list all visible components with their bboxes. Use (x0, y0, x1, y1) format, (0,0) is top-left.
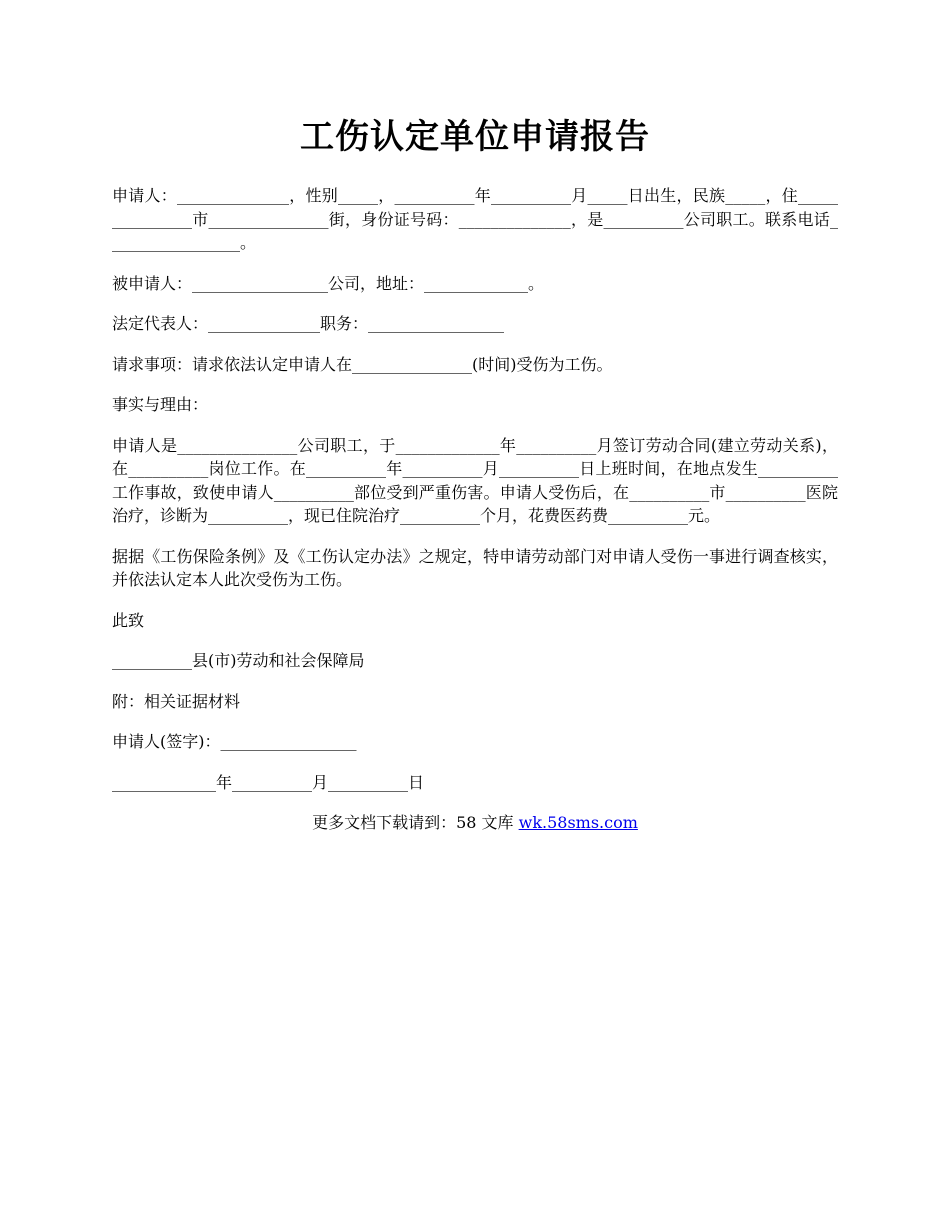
recipient-line: __________县(市)劳动和社会保障局 (112, 651, 365, 670)
signature-line: 申请人(签字)：_________________ (112, 732, 357, 751)
download-footer (112, 811, 838, 835)
legal-representative-paragraph: 法定代表人：______________职务：_________________ (112, 314, 505, 333)
basis-paragraph: 据据《工伤保险条例》及《工伤认定办法》之规定，特申请劳动部门对申请人受伤一事进行调查核实，并依法认定本人此次受伤为工伤。 (112, 546, 838, 589)
document-title: 工伤认定单位申请报告 (300, 117, 650, 157)
footer-text: 更多文档下载请到：58 文库 (312, 813, 519, 832)
attachment-line: 附：相关证据材料 (112, 691, 241, 711)
request-paragraph: 请求事项：请求依法认定申请人在_______________(时间)受伤为工伤。 (112, 354, 613, 374)
facts-paragraph: 申请人是_______________公司职工，于_____________年__________月签订劳动合同(建立劳动关系)，在__________岗位工作。在__________年__________月__________日上班时间，在地点发生__________工作事故，致使申请人__________部位受到严重伤害。申请人受伤后，在__________市__________医院治疗，诊断为__________，现已住院治疗__________个月，花费医药费__________元。 (112, 435, 838, 525)
salutation: 此致 (112, 610, 145, 630)
date-line: _____________年__________月__________日 (112, 772, 425, 792)
facts-heading: 事实与理由： (112, 395, 209, 414)
footer-link[interactable]: wk.58sms.com (518, 813, 638, 832)
respondent-paragraph: 被申请人：_________________公司，地址：_____________。 (112, 273, 545, 293)
applicant-info-paragraph: 申请人：______________，性别_____，__________年__________月_____日出生，民族_____，住_______________市_______________街，身份证号码：______________，是__________公司职工。联系电话_________________。 (112, 186, 838, 252)
